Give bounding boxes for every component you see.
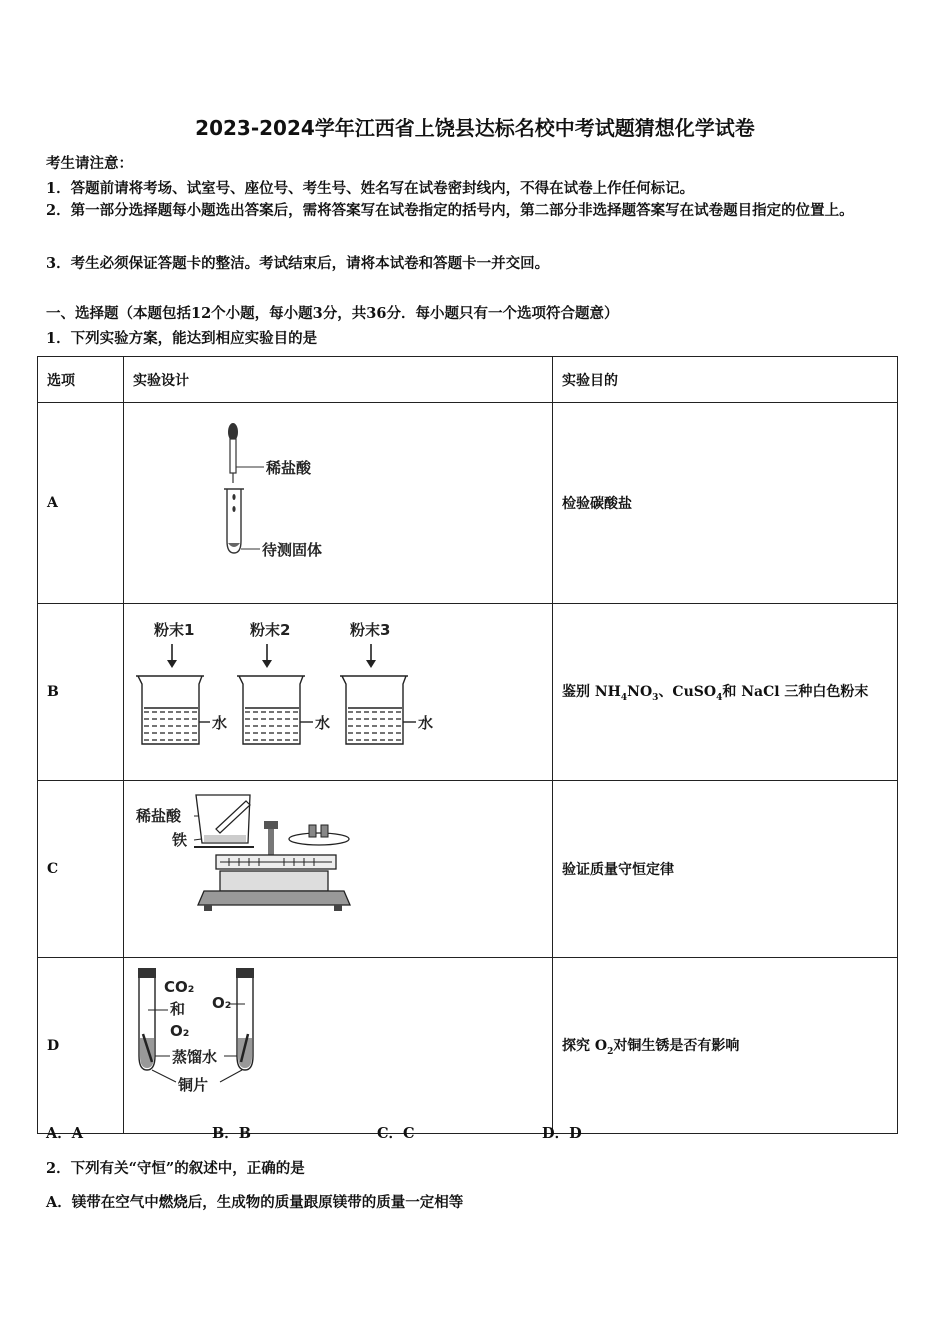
purpose-a: 检验碳酸盐	[553, 403, 898, 604]
label-o2-right: O₂	[212, 994, 232, 1012]
notice-item-3: 3．考生必须保证答题卡的整洁。考试结束后，请将本试卷和答题卡一并交回。	[46, 255, 550, 272]
label-o2-left: O₂	[170, 1022, 190, 1040]
header-design: 实验设计	[124, 357, 553, 403]
label-copper-sheet: 铜片	[178, 1076, 209, 1094]
section-heading: 一、选择题（本题包括12个小题，每小题3分，共36分．每小题只有一个选项符合题意）	[46, 305, 619, 322]
dropper-test-tube-figure	[124, 403, 553, 599]
table-row	[38, 958, 898, 1134]
label-powder-3: 粉末3	[350, 621, 391, 639]
design-a	[124, 403, 553, 604]
label-sample-solid: 待测固体	[262, 541, 323, 559]
notice-item-2: 2．第一部分选择题每小题选出答案后，需将答案写在试卷指定的括号内，第二部分非选择题答案写在试卷题目指定的位置上。	[46, 202, 854, 219]
label-iron: 铁	[172, 831, 188, 849]
q2-option-a[interactable]: A．镁带在空气中燃烧后，生成物的质量跟原镁带的质量一定相等	[46, 1194, 464, 1211]
q2-stem: 2．下列有关“守恒”的叙述中，正确的是	[46, 1160, 305, 1177]
label-water-3: 水	[418, 714, 434, 732]
label-water-1: 水	[212, 714, 228, 732]
row-option-b: B	[38, 604, 124, 781]
design-b	[124, 604, 553, 781]
choice-a[interactable]: A．A	[46, 1125, 84, 1142]
balance-figure	[124, 781, 553, 953]
table-header-row	[38, 357, 898, 403]
purpose-d: 探究 $O_2$对铜生锈是否有影响	[553, 958, 898, 1134]
header-option: 选项	[38, 357, 124, 403]
table-row	[38, 604, 898, 781]
label-and: 和	[170, 1000, 186, 1018]
choice-d[interactable]: D．D	[542, 1125, 582, 1142]
three-beakers-figure	[124, 604, 553, 776]
copper-rust-tubes-figure	[124, 958, 553, 1129]
label-co2: CO₂	[164, 978, 195, 996]
row-option-c: C	[38, 781, 124, 958]
q1-stem: 1．下列实验方案，能达到相应实验目的是	[46, 330, 318, 347]
table-row	[38, 403, 898, 604]
purpose-b: 鉴别 $NH_4NO_3$、CuSO$_4$和 NaCl 三种白色粉末	[553, 604, 898, 781]
purpose-c: 验证质量守恒定律	[553, 781, 898, 958]
choice-c[interactable]: C．C	[377, 1125, 415, 1142]
row-option-d: D	[38, 958, 124, 1134]
notice-heading: 考生请注意：	[46, 155, 133, 172]
notice-item-1: 1．答题前请将考场、试室号、座位号、考生号、姓名写在试卷密封线内，不得在试卷上作任何标记。	[46, 180, 695, 197]
row-option-a: A	[38, 403, 124, 604]
label-dilute-hcl-a: 稀盐酸	[266, 459, 312, 477]
choice-b[interactable]: B．B	[212, 1125, 252, 1142]
table-row	[38, 781, 898, 958]
design-c	[124, 781, 553, 958]
label-dilute-hcl-c: 稀盐酸	[136, 807, 182, 825]
label-water-2: 水	[315, 714, 331, 732]
page-title: 2023-2024学年江西省上饶县达标名校中考试题猜想化学试卷	[195, 116, 755, 140]
q1-table	[37, 356, 898, 1134]
label-distilled-water: 蒸馏水	[172, 1048, 218, 1066]
label-powder-2: 粉末2	[250, 621, 291, 639]
label-powder-1: 粉末1	[154, 621, 195, 639]
design-d	[124, 958, 553, 1134]
header-purpose: 实验目的	[553, 357, 898, 403]
